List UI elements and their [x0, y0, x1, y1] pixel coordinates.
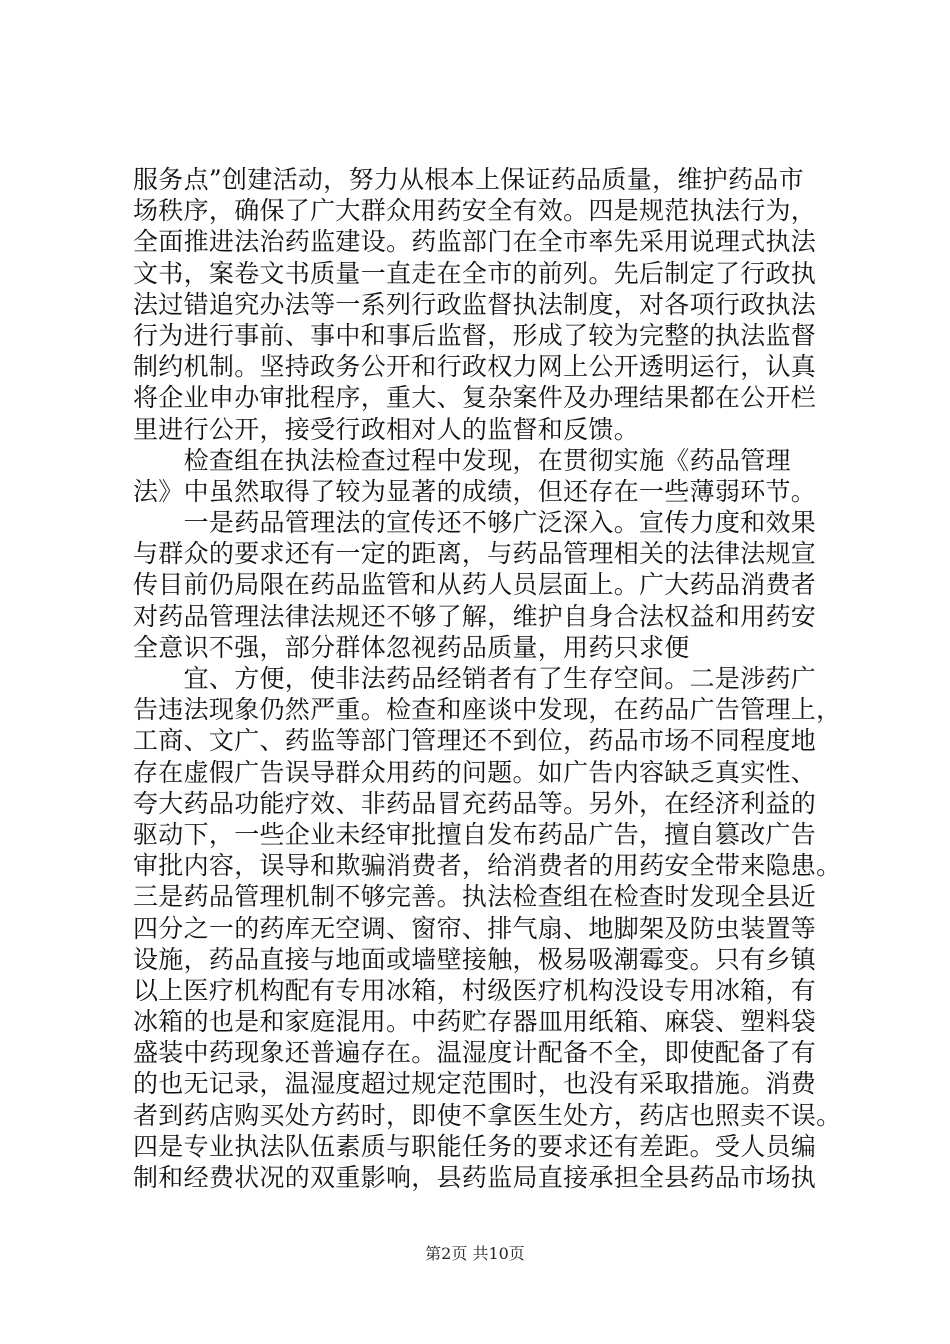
- text-line: 全面推进法治药监建设。药监部门在全市率先采用说理式执法: [133, 227, 817, 257]
- text-line: 场秩序，确保了广大群众用药安全有效。四是规范执法行为，: [133, 196, 817, 226]
- text-line: 以上医疗机构配有专用冰箱，村级医疗机构没设专用冰箱，有: [133, 975, 817, 1005]
- text-line: 驱动下，一些企业未经审批擅自发布药品广告，擅自篡改广告: [133, 819, 817, 849]
- text-line: 制约机制。坚持政务公开和行政权力网上公开透明运行，认真: [133, 352, 817, 382]
- text-line: 三是药品管理机制不够完善。执法检查组在检查时发现全县近: [133, 882, 817, 912]
- text-line: 者到药店购买处方药时，即使不拿医生处方，药店也照卖不误。: [133, 1100, 842, 1130]
- text-line: 宜、方便，使非法药品经销者有了生存空间。二是涉药广: [133, 664, 817, 693]
- text-line: 设施，药品直接与地面或墙壁接触，极易吸潮霉变。只有乡镇: [133, 944, 817, 974]
- body-text: [133, 164, 842, 1193]
- text-line: 与群众的要求还有一定的距离，与药品管理相关的法律法规宣: [133, 539, 817, 569]
- text-line: 传目前仍局限在药品监管和从药人员层面上。广大药品消费者: [133, 570, 817, 600]
- text-line: 审批内容，误导和欺骗消费者，给消费者的用药安全带来隐患。: [133, 851, 842, 881]
- page-number-footer: 第2页 共10页: [425, 1244, 525, 1263]
- text-line: 服务点”创建活动，努力从根本上保证药品质量，维护药品市: [133, 165, 804, 194]
- text-line: 四分之一的药库无空调、窗帘、排气扇、地脚架及防虫装置等: [133, 913, 817, 943]
- text-line: 文书，案卷文书质量一直走在全市的前列。先后制定了行政执: [133, 258, 817, 288]
- text-line: 一是药品管理法的宣传还不够广泛深入。宣传力度和效果: [133, 508, 817, 538]
- text-line: 的也无记录，温湿度超过规定范围时，也没有采取措施。消费: [133, 1069, 817, 1099]
- text-line: 冰箱的也是和家庭混用。中药贮存器皿用纸箱、麻袋、塑料袋: [133, 1007, 817, 1037]
- text-line: 告违法现象仍然严重。检查和座谈中发现，在药品广告管理上，: [133, 695, 842, 725]
- text-line: 制和经费状况的双重影响，县药监局直接承担全县药品市场执: [133, 1163, 817, 1192]
- text-line: 法》中虽然取得了较为显著的成绩，但还存在一些薄弱环节。: [133, 476, 817, 506]
- text-line: 对药品管理法律法规还不够了解，维护自身合法权益和用药安: [133, 601, 817, 631]
- text-line: 法过错追究办法等一系列行政监督执法制度，对各项行政执法: [133, 289, 817, 319]
- text-line: 全意识不强，部分群体忽视药品质量，用药只求便: [133, 632, 690, 662]
- text-line: 将企业申办审批程序，重大、复杂案件及办理结果都在公开栏: [133, 383, 817, 413]
- text-line: 存在虚假广告误导群众用药的问题。如广告内容缺乏真实性、: [133, 757, 817, 787]
- text-line: 夸大药品功能疗效、非药品冒充药品等。另外，在经济利益的: [133, 788, 817, 818]
- text-line: 四是专业执法队伍素质与职能任务的要求还有差距。受人员编: [133, 1131, 817, 1161]
- text-line: 盛装中药现象还普遍存在。温湿度计配备不全，即使配备了有: [133, 1038, 817, 1068]
- text-line: 检查组在执法检查过程中发现，在贯彻实施《药品管理: [133, 445, 791, 475]
- text-line: 工商、文广、药监等部门管理还不到位，药品市场不同程度地: [133, 726, 817, 756]
- text-line: 里进行公开，接受行政相对人的监督和反馈。: [133, 414, 640, 444]
- text-line: 行为进行事前、事中和事后监督，形成了较为完整的执法监督: [133, 320, 817, 350]
